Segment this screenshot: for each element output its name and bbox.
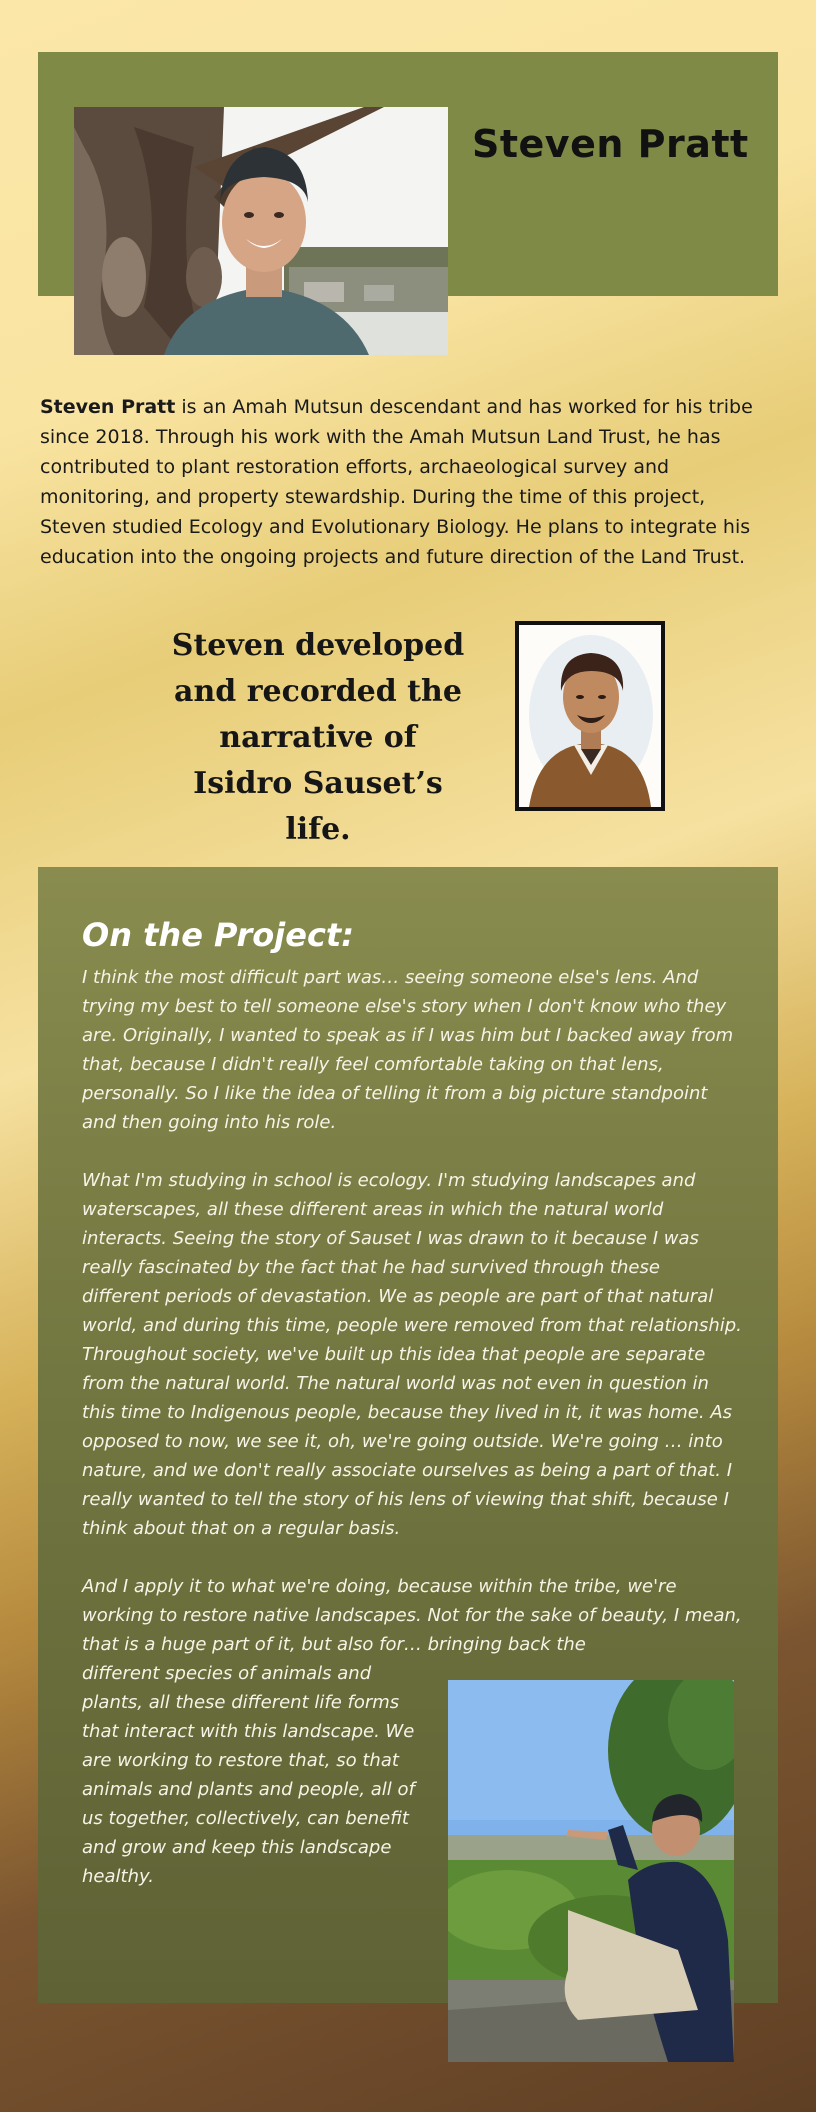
isidro-sauset-illustration — [515, 621, 665, 811]
project-paragraph-2: What I'm studying in school is ecology. I'm studying landscapes and waterscapes, all these different areas in which the natural world interacts. Seeing the story of Sauset I was drawn to it because I was really fascinated by the fact that he had survived through these different periods of devastation. We as people are part of that natural world, and during this time, people were removed from that relationship. Throughout society, we've built up this idea that people are separate from the natural world. The natural world was not even in question in this time to Indigenous people, because they lived in it, it was home. As opposed to now, we see it, oh, we're going outside. We're going … into nature, and we don't really associate ourselves as being a part of that. I really wanted to tell the story of his lens of viewing that shift, because I think about that on a regular basis. — [82, 1170, 742, 1539]
project-paragraph-3: And I apply it to what we're doing, because within the tribe, we're working to restore native landscapes. Not for the sake of beauty, I mean, that is a huge part of it, but also for… bringing back the — [82, 1576, 742, 1655]
bio-text: is an Amah Mutsun descendant and has worked for his tribe since 2018. Through his work with the Amah Mutsun Land Trust, he has contributed to plant restoration efforts, archaeological survey and monitoring, and property stewardship. During the time of this project, Steven studied Ecology and Evolutionary Biology. He plans to integrate his education into the ongoing projects and future direction of the Land Trust. — [40, 396, 753, 568]
page-title: Steven Pratt — [472, 122, 749, 166]
project-paragraph-1: I think the most difficult part was… seeing someone else's lens. And trying my best to tell someone else's story when I don't know who they are. Originally, I wanted to speak as if I was him but I backed away from that, because I didn't really feel comfortable taking on that lens, personally. So I like the idea of telling it from a big picture standpoint and then going into his role. — [82, 967, 734, 1133]
bio-paragraph — [40, 392, 756, 572]
steven-landscape-photo — [448, 1680, 734, 2062]
project-paragraph-4: different species of animals and plants, all these different life forms that interact with this landscape. We are working to restore that, so that animals and plants and people, all of us together, collectively, can benefit and grow and keep this landscape healthy. — [82, 1663, 415, 1887]
project-heading: On the Project: — [82, 916, 355, 954]
callout-text: Steven developed and recorded the narrative of Isidro Sauset’s life. — [171, 628, 465, 847]
steven-portrait-photo — [74, 107, 448, 355]
bio-name: Steven Pratt — [40, 396, 176, 418]
